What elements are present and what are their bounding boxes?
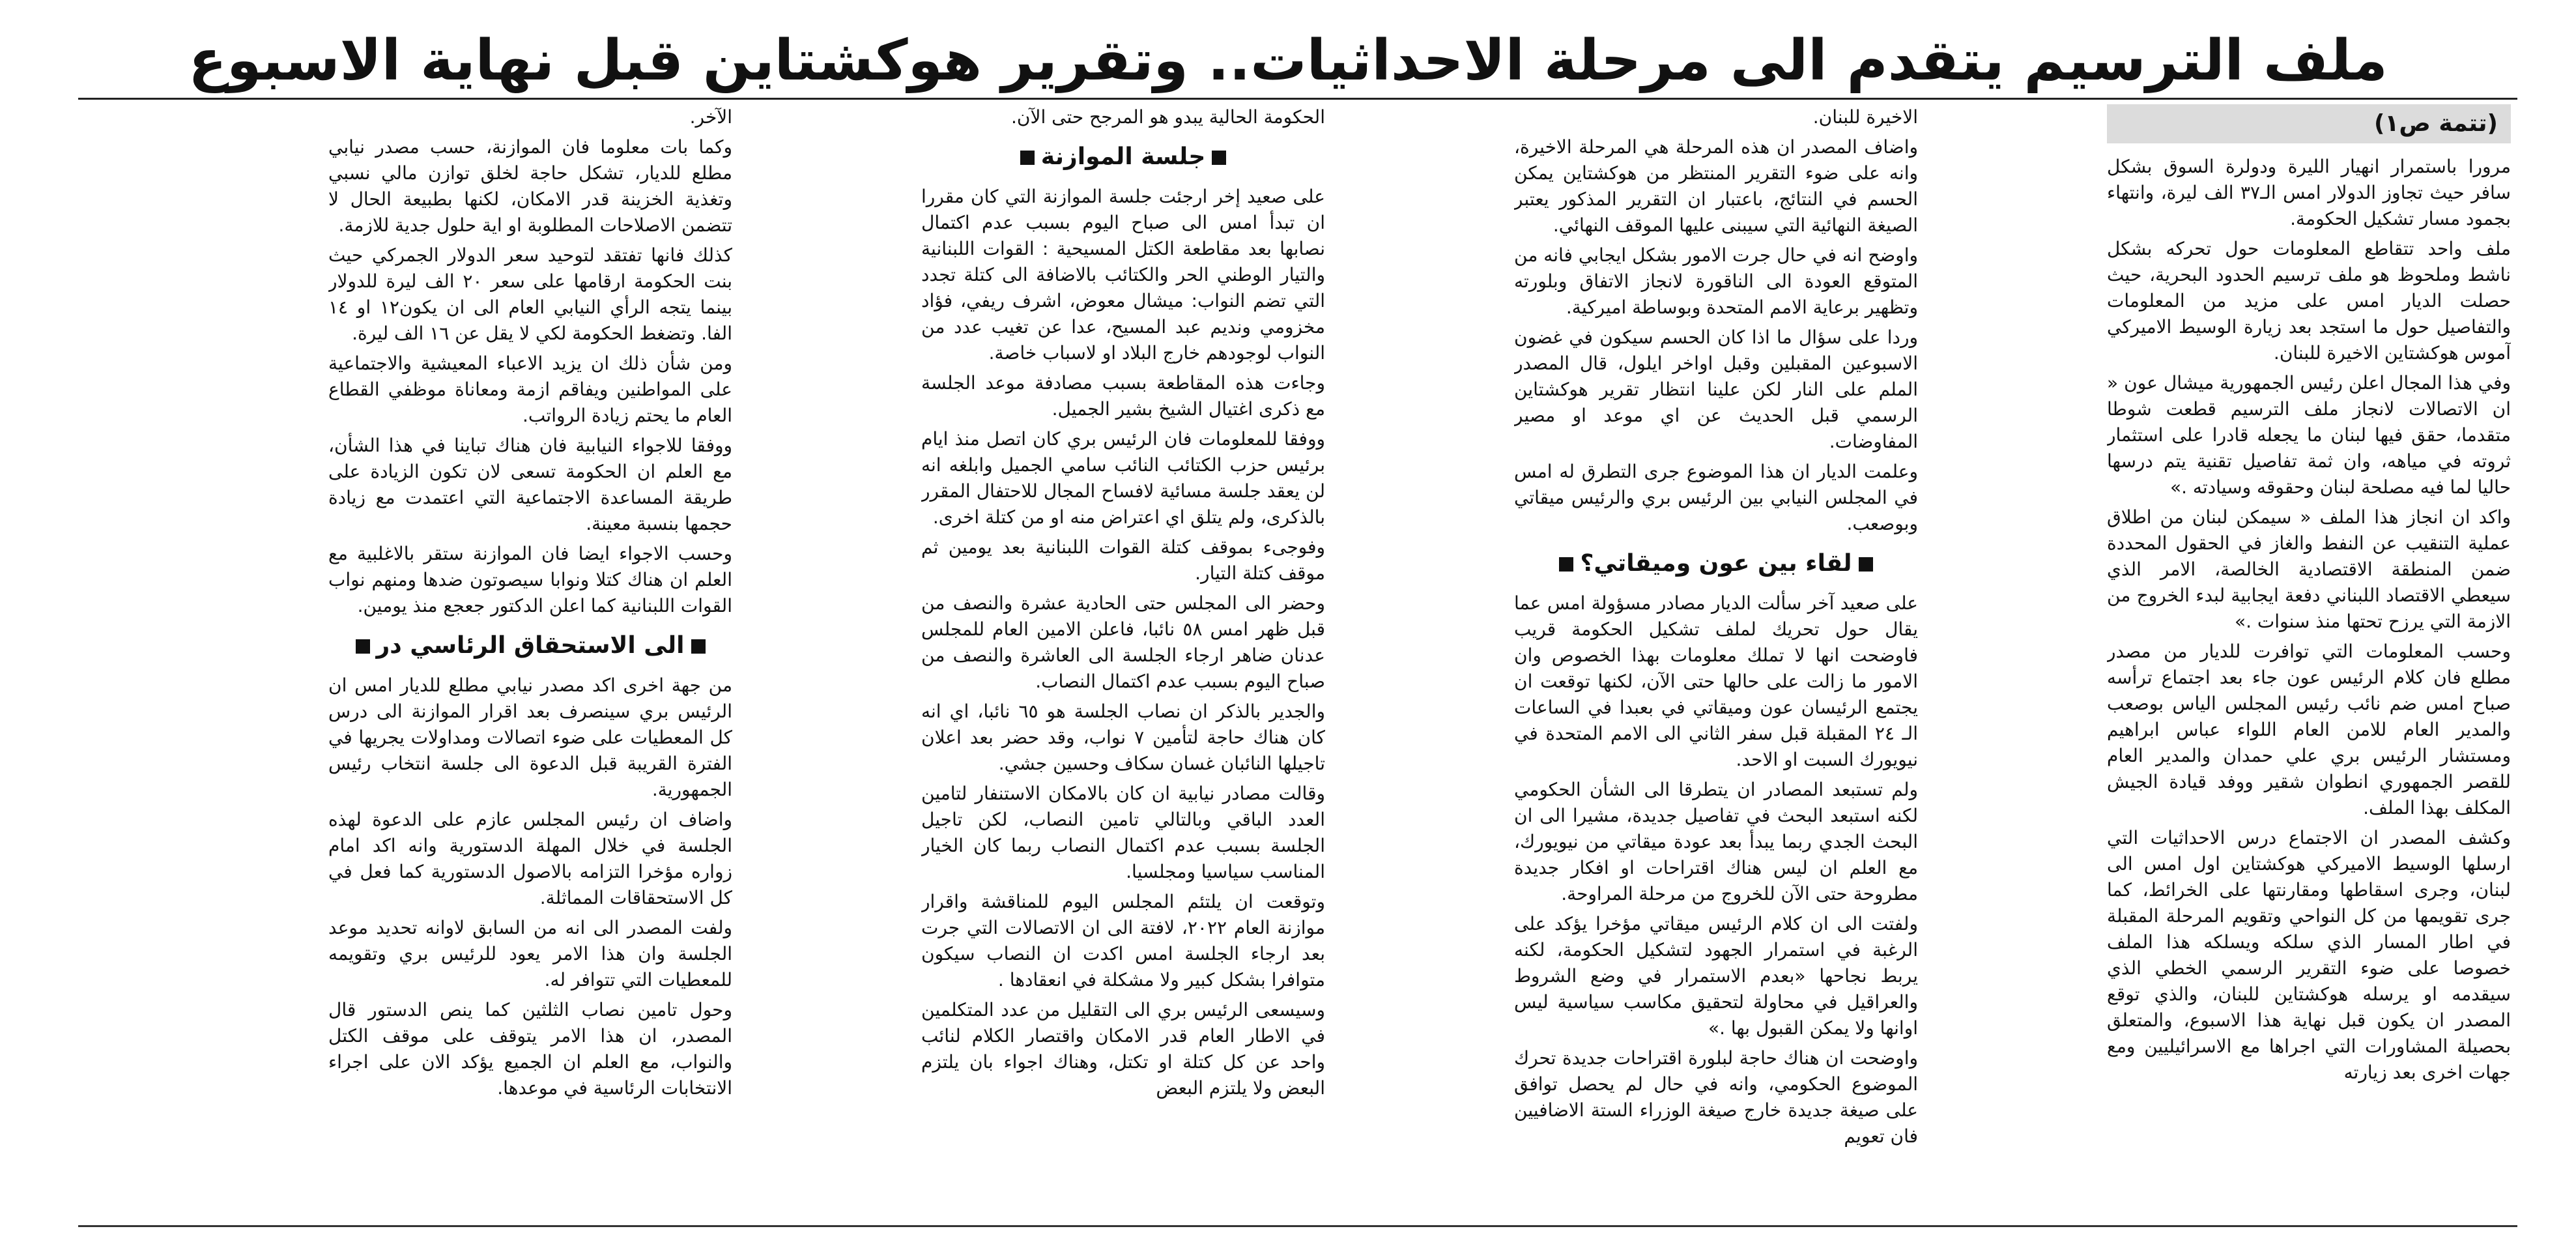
section-heading-text: جلسة الموازنة [1040, 143, 1206, 170]
section-heading [921, 142, 1325, 172]
paragraph: ولفتت الى ان كلام الرئيس ميقاتي مؤخرا يؤكد على الرغبة في استمرار الجهود لتشكيل الحكومة، لكنه يربط نجاحها «بعدم الاستمرار في وضع الشروط والعراقيل في محاولة لتحقيق مكاسب سياسية ليس اوانها ولا يمكن القبول بها .» [1514, 913, 1918, 1039]
headline: ملف الترسيم يتقدم الى مرحلة الاحداثيات.. وتقرير هوكشتاين قبل نهاية الاسبوع [188, 28, 2388, 93]
paragraph: وقالت مصادر نيابية ان كان بالامكان الاستنفار لتامين العدد الباقي وبالتالي تامين النصاب، لكن تاجيل الجلسة بسبب عدم اكتمال النصاب ربما كان الخيار المناسب سياسيا ومجلسيا. [921, 783, 1325, 882]
paragraph: الاخيرة للبنان. [1812, 106, 1918, 128]
paragraph: على صعيد إخر ارجئت جلسة الموازنة التي كان مقررا ان تبدأ امس الى صباح اليوم بسبب عدم اكتمال نصابها بعد مقاطعة الكتل المسيحية : القوات اللبنانية والتيار الوطني الحر والكتائب بالاضافة الى كتلة تجدد التي تضم النواب: ميشال معوض، اشرف ريفي، فؤاد مخزومي ونديم عبد المسيح، عدا عن تغيب عدد من النواب لوجودهم خارج البلاد او لاسباب خاصة. [921, 186, 1325, 364]
continuation-label: (تتمة ص١) [2107, 104, 2511, 143]
paragraph: ووفقا للاجواء النيابية فان هناك تباينا في هذا الشأن، مع العلم ان الحكومة تسعى لان تكون الزيادة على طريقة المساعدة الاجتماعية التي اعتمدت مع زيادة حجمها بنسبة معينة. [328, 435, 732, 534]
paragraph: على صعيد آخر سألت الديار مصادر مسؤولة امس عما يقال حول تحريك لملف تشكيل الحكومة قريب فاوضحت انها لا تملك معلومات بهذا الخصوص وان الامور ما زالت على حالها حتى الآن، لكنها توقعت ان يجتمع الرئيسان عون وميقاتي في بعبدا في الساعات الـ ٢٤ المقبلة قبل سفر الثاني الى الامم المتحدة في نيويورك السبت او الاحد. [1514, 592, 1918, 770]
paragraph: وحول تامين نصاب الثلثين كما ينص الدستور قال المصدر، ان هذا الامر يتوقف على موقف الكتل والنواب، مع العلم ان الجميع يؤكد الان على اجراء الانتخابات الرئاسية في موعدها. [328, 999, 732, 1099]
paragraph: وكما بات معلوما فان الموازنة، حسب مصدر نيابي مطلع للديار، تشكل حاجة لخلق توازن مالي نسبي وتغذية الخزينة قدر الامكان، لكنها بطبيعة الحال لا تتضمن الاصلاحات المطلوبة او اية حلول جدية للازمة. [328, 136, 732, 236]
paragraph: وحسب الاجواء ايضا فان الموازنة ستقر بالاغلبية مع العلم ان هناك كتلا ونوابا سيصوتون ضدها ومنهم نواب القوات اللبنانية كما اعلن الدكتور جعجع منذ يومين. [328, 543, 732, 616]
paragraph: ومن شأن ذلك ان يزيد الاعباء المعيشية والاجتماعية على المواطنين ويفاقم ازمة ومعاناة موظفي القطاع العام ما يحتم زيادة الرواتب. [328, 353, 732, 426]
paragraph: وردا على سؤال ما اذا كان الحسم سيكون في غضون الاسبوعين المقبلين وقبل اواخر ايلول، قال المصدر الملم على النار لكن علينا انتظار تقرير هوكشتاين الرسمي قبل الحديث عن اي موعد او مصير المفاوضات. [1514, 326, 1918, 452]
square-bullet-icon [1559, 557, 1573, 572]
column-1 [2107, 104, 2511, 1225]
paragraph: واوضحت ان هناك حاجة لبلورة اقتراحات جديدة تحرك الموضوع الحكومي، وانه في حال لم يحصل توافق على صيغة جديدة خارج صيغة الوزراء الستة الاضافيين فان تعويم [1514, 1047, 1918, 1147]
paragraph: وتوقعت ان يلتئم المجلس اليوم للمناقشة واقرار موازنة العام ٢٠٢٢، لافتة الى ان الاتصالات التي جرت بعد ارجاء الجلسة امس اكدت ان النصاب سيكون متوافرا بشكل كبير ولا مشكلة في انعقادها . [921, 891, 1325, 991]
section-heading-text: الى الاستحقاق الرئاسي در [376, 632, 685, 659]
square-bullet-icon [691, 639, 706, 654]
paragraph: كذلك فانها تفتقد لتوحيد سعر الدولار الجمركي حيث بنت الحكومة ارقامها على سعر ٢٠ الف ليرة للدولار بينما يتجه الرأي النيابي العام الى ان يكون١٢ او ١٤ الفا. وتضغط الحكومة لكي لا يقل عن ١٦ الف ليرة. [328, 244, 732, 344]
paragraph: مرورا باستمرار انهيار الليرة ودولرة السوق بشكل سافر حيث تجاوز الدولار امس الـ٣٧ الف ليرة، وانتهاء بجمود مسار تشكيل الحكومة. [2107, 156, 2511, 229]
paragraph: وحسب المعلومات التي توافرت للديار من مصدر مطلع فان كلام الرئيس عون جاء بعد اجتماع ترأسه صباح امس ضم نائب رئيس المجلس الياس بوصعب والمدير العام للامن العام اللواء عباس ابراهيم ومستشار الرئيس بري علي حمدان والمدير العام للقصر الجمهوري انطوان شقير ووفد قيادة الجيش المكلف بهذا الملف. [2107, 641, 2511, 819]
paragraph: الآخر. [689, 106, 732, 128]
paragraph: واكد ان انجاز هذا الملف « سيمكن لبنان من اطلاق عملية التنقيب عن النفط والغاز في الحقول المحددة ضمن المنطقة الاقتصادية الخالصة، الامر الذي سيعطي الاقتصاد اللبناني دفعة ايجابية لبدء الخروج من الازمة التي يرزح تحتها منذ سنوات .» [2107, 506, 2511, 632]
paragraph: ملف واحد تتقاطع المعلومات حول تحركه بشكل ناشط وملحوظ هو ملف ترسيم الحدود البحرية، حيث حصلت الديار امس على مزيد من المعلومات والتفاصيل حول ما استجد بعد زيارة الوسيط الاميركي آموس هوكشتاين الاخيرة للبنان. [2107, 238, 2511, 364]
column-3 [921, 104, 1325, 1225]
paragraph: واضاف المصدر ان هذه المرحلة هي المرحلة الاخيرة، وانه على ضوء التقرير المنتظر من هوكشتاين يمكن الحسم في النتائج، باعتبار ان التقرير المذكور يعتبر الصيغة النهائية التي سيبنى عليها الموقف النهائي. [1514, 136, 1918, 236]
paragraph: وعلمت الديار ان هذا الموضوع جرى التطرق له امس في المجلس النيابي بين الرئيس بري والرئيس ميقاتي وبوصعب. [1514, 461, 1918, 534]
column-4 [328, 104, 732, 1225]
paragraph: من جهة اخرى اكد مصدر نيابي مطلع للديار امس ان الرئيس بري سينصرف بعد اقرار الموازنة الى درس كل المعطيات على ضوء اتصالات ومداولات يجريها في الفترة القريبة قبل الدعوة الى جلسة انتخاب رئيس الجمهورية. [328, 674, 732, 800]
paragraph: واوضح انه في حال جرت الامور بشكل ايجابي فانه من المتوقع العودة الى الناقورة لانجاز الاتفاق وبلورته وتظهير برعاية الامم المتحدة وبوساطة اميركية. [1514, 244, 1918, 318]
paragraph: وفوجىء بموقف كتلة القوات اللبنانية بعد يومين ثم موقف كتلة التيار. [921, 536, 1325, 584]
paragraph: وكشف المصدر ان الاجتماع درس الاحداثيات التي ارسلها الوسيط الاميركي هوكشتاين اول امس الى لبنان، وجرى اسقاطها ومقارنتها على الخرائط، كما جرى تقويمها من كل النواحي وتقويم المرحلة المقبلة في اطار المسار الذي سلكه ويسلكه هذا الملف خصوصا على ضوء التقرير الرسمي الخطي الذي سيقدمه او يرسله هوكشتاين للبنان، والذي توقع المصدر ان يكون قبل نهاية هذا الاسبوع، والمتعلق بحصيلة المشاورات التي اجراها مع الاسرائيليين ومع جهات اخرى بعد زيارته [2107, 827, 2511, 1083]
section-heading [328, 631, 732, 661]
paragraph: ولفت المصدر الى انه من السابق لاوانه تحديد موعد الجلسة وان هذا الامر يعود للرئيس بري وتقويمه للمعطيات التي تتوافر له. [328, 917, 732, 991]
paragraph: ووفقا للمعلومات فان الرئيس بري كان اتصل منذ ايام برئيس حزب الكتائب النائب سامي الجميل وابلغه انه لن يعقد جلسة مسائية لافساح المجال للاحتفال المقرر بالذكرى، ولم يتلق اي اعتراض منه او من كتلة اخرى. [921, 428, 1325, 528]
section-heading-text: لقاء بين عون وميقاتي؟ [1580, 550, 1852, 577]
paragraph: الحكومة الحالية يبدو هو المرجح حتى الآن. [1011, 106, 1325, 128]
section-heading [1514, 549, 1918, 579]
square-bullet-icon [1859, 557, 1873, 572]
paragraph: والجدير بالذكر ان نصاب الجلسة هو ٦٥ نائبا، اي انه كان هناك حاجة لتأمين ٧ نواب، وقد حضر بعد اعلان تاجيلها النائبان غسان سكاف وحسين جشي. [921, 701, 1325, 774]
paragraph: وفي هذا المجال اعلن رئيس الجمهورية ميشال عون « ان الاتصالات لانجاز ملف الترسيم قطعت شوطا متقدما، حقق فيها لبنان ما يجعله قادرا على استثمار ثروته في مياهه، وان ثمة تفاصيل تقنية يتم درسها حاليا لما فيه مصلحة لبنان وحقوقه وسيادته .» [2107, 372, 2511, 498]
paragraph: ولم تستبعد المصادر ان يتطرقا الى الشأن الحكومي لكنه استبعد البحث في تفاصيل جديدة، مشيرا الى ان البحث الجدي ربما يبدأ بعد عودة ميقاتي من نيويورك، مع العلم ان ليس هناك اقتراحات او افكار جديدة مطروحة حتى الآن للخروج من مرحلة المراوحة. [1514, 779, 1918, 905]
paragraph: واضاف ان رئيس المجلس عازم على الدعوة لهذه الجلسة في خلال المهلة الدستورية وانه اكد امام زواره مؤخرا التزامه بالاصول الدستورية كما فعل في كل الاستحقاقات المماثلة. [328, 809, 732, 908]
square-bullet-icon [356, 639, 370, 654]
bottom-rule [78, 1225, 2517, 1227]
square-bullet-icon [1020, 151, 1035, 165]
top-rule [78, 98, 2517, 100]
paragraph: وجاءت هذه المقاطعة بسبب مصادفة موعد الجلسة مع ذكرى اغتيال الشيخ بشير الجميل. [921, 372, 1325, 420]
paragraph: وحضر الى المجلس حتى الحادية عشرة والنصف من قبل ظهر امس ٥٨ نائبا، فاعلن الامين العام للمجلس عدنان ضاهر ارجاء الجلسة الى العاشرة والنصف من صباح اليوم بسبب عدم اكتمال النصاب. [921, 592, 1325, 692]
column-2 [1514, 104, 1918, 1225]
square-bullet-icon [1212, 151, 1226, 165]
paragraph: وسيسعى الرئيس بري الى التقليل من عدد المتكلمين في الاطار العام قدر الامكان واقتصار الكلام لنائب واحد عن كل كتلة او تكتل، وهناك اجواء بان يلتزم البعض ولا يلتزم البعض [921, 999, 1325, 1099]
